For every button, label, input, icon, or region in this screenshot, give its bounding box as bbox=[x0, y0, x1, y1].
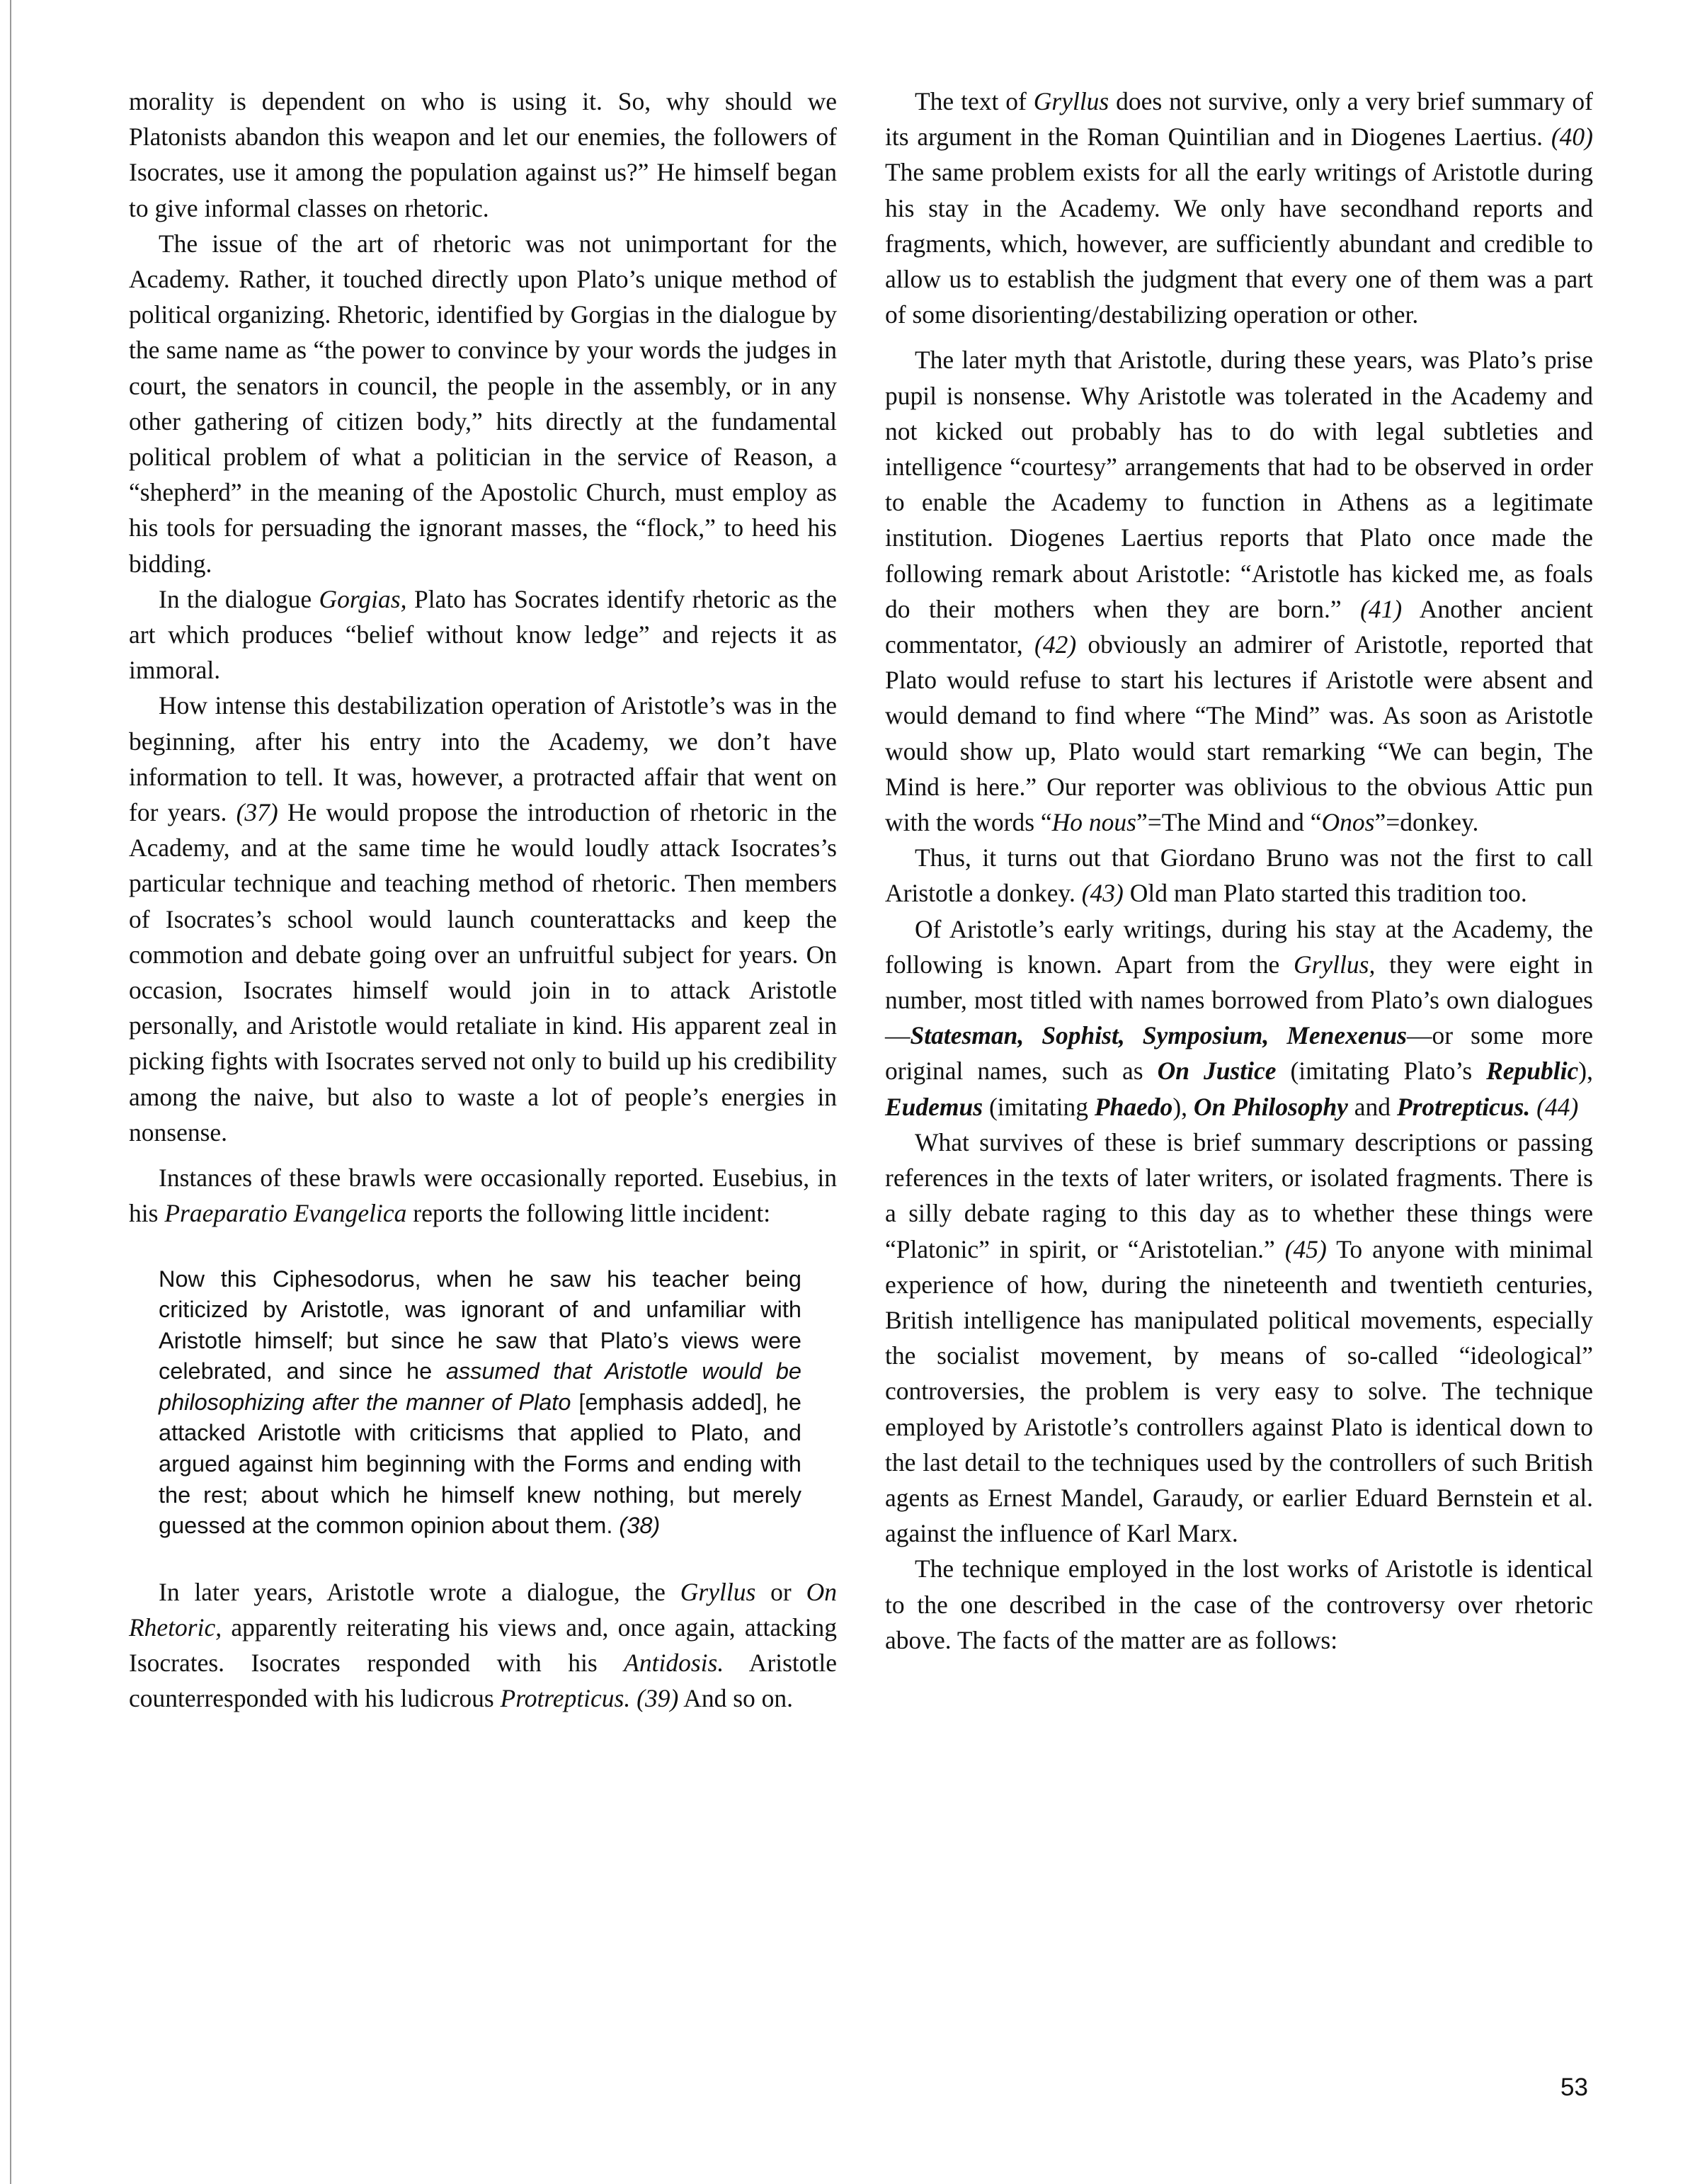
text-run: Protrepticus. bbox=[500, 1684, 631, 1713]
text-run: Ho nous bbox=[1051, 808, 1136, 837]
text-run: (40) bbox=[1551, 123, 1593, 152]
text-run: The later myth that Aristotle, during these years, was Plato’s prise pupil is nonsense. Why Aristotle was tolerated in the Academy and not kicked out probably has to do with legal subtleties and intelligence “courtesy” arrangements that had to be observed in order to enable the Academy to function in Athens as a legitimate institution. Diogenes Laertius reports that Plato once made the following remark about Aristotle: “Aristotle has kicked me, as foals do their mothers when they are born.” bbox=[885, 346, 1593, 623]
text-run: [emphasis added], he attacked Aristotle with criticisms that applied to Plato, and argued against him beginning with the Forms and ending with the rest; about which he himself knew nothing, but merely guessed at the common opinion about them. bbox=[159, 1389, 802, 1539]
text-run: Plato has Socrates identify rhetoric as the art which produces “belief without know ledge” and rejects it as immoral. bbox=[129, 584, 837, 685]
text-run: The issue of the art of rhetoric was not unimportant for the Academy. Rather, it touched directly upon Plato’s unique method of political organizing. Rhetoric, identified by Gorgias in the dialogue by the same name as “the power to convince by your words the judges in court, the senators in council, the people in the assembly, or in any other gathering of citizen body,” hits directly at the fundamental political problem of what a politician in the service of Reason, a “shepherd” in the meaning of the Apostolic Church, must employ as his tools for persuading the ignorant masses, the “flock,” to heed his bidding. bbox=[129, 229, 837, 578]
text-run: obviously an admirer of Aristotle, reported that Plato would refuse to start his lectures if Aristotle were absent and would demand to find where “The Mind” was. As soon as Aristotle would show up, Plato would start remarking “We can begin, The Mind is here.” Our reporter was oblivious to the obvious Attic pun with the words “ bbox=[885, 630, 1594, 837]
text-run: Gryllus, bbox=[1293, 950, 1376, 979]
page-number: 53 bbox=[1560, 2074, 1588, 2101]
text-run: does not survive, only a very brief summary of its argument in the Roman Quintilian and in Diogenes Laertius. bbox=[885, 87, 1593, 152]
text-run: Old man Plato started this tradition too. bbox=[1123, 879, 1527, 908]
text-run: (imitating Plato’s bbox=[1276, 1057, 1487, 1086]
text-run: Eudemus bbox=[885, 1092, 983, 1121]
right-paragraph-4 bbox=[885, 911, 1593, 1125]
page-edge-line bbox=[10, 0, 11, 2184]
right-paragraph-5 bbox=[885, 1125, 1593, 1551]
text-run: (38) bbox=[619, 1513, 661, 1539]
text-run: Gryllus bbox=[680, 1577, 756, 1606]
text-run: Antidosis. bbox=[624, 1649, 724, 1678]
text-run: reports the following little incident: bbox=[406, 1199, 771, 1228]
left-paragraph-2 bbox=[129, 226, 837, 581]
text-run: On Rhetoric, bbox=[129, 1577, 837, 1642]
text-run: (39) bbox=[637, 1684, 679, 1713]
text-run: or bbox=[755, 1577, 806, 1606]
text-run: Gorgias, bbox=[319, 584, 407, 613]
text-run: The technique employed in the lost works of Aristotle is identical to the one described in the case of the controversy over rhetoric above. The facts of the matter are as follows: bbox=[885, 1554, 1593, 1654]
text-run: On Justice bbox=[1157, 1057, 1277, 1086]
text-run: morality is dependent on who is using it. So, why should we Platonists abandon this weapon and let our enemies, the followers of Isocrates, use it among the population against us?” He himself began to give informal classes on rhetoric. bbox=[129, 87, 837, 222]
text-run: Onos bbox=[1321, 808, 1375, 837]
text-run: How intense this destabilization operation of Aristotle’s was in the beginning, after his entry into the Academy, we don’t have information to tell. It was, however, a protracted affair that went on for years. bbox=[129, 691, 837, 827]
left-paragraph-1 bbox=[129, 84, 837, 226]
right-paragraph-2 bbox=[885, 342, 1593, 840]
text-run: Praeparatio Evangelica bbox=[164, 1199, 407, 1228]
left-column bbox=[129, 84, 837, 1717]
text-run: Instances of these brawls were occasionally reported. Eusebius, in his bbox=[129, 1164, 837, 1228]
text-run: On Philosophy bbox=[1193, 1092, 1348, 1121]
text-run: Another ancient commentator, bbox=[885, 594, 1593, 659]
right-column bbox=[885, 84, 1593, 1658]
left-paragraph-5 bbox=[129, 1160, 837, 1231]
text-run: (37) bbox=[236, 798, 278, 827]
text-run: ), bbox=[1578, 1057, 1593, 1086]
text-run: (imitating bbox=[983, 1092, 1095, 1121]
text-run: ), bbox=[1172, 1092, 1194, 1121]
right-paragraph-6 bbox=[885, 1551, 1593, 1658]
right-paragraph-3 bbox=[885, 840, 1593, 911]
text-run: The same problem exists for all the early writings of Aristotle during his stay in the Academy. We only have secondhand reports and fragments, which, however, are sufficiently abundant and credible to allow us to establish the judgment that every one of them was a part of some disorienting/destabilizing operation or other. bbox=[885, 158, 1593, 329]
left-paragraph-3 bbox=[129, 581, 837, 688]
text-run: apparently reiterating his views and, once again, attacking Isocrates. Isocrates responded with his bbox=[129, 1613, 837, 1678]
text-run bbox=[1530, 1093, 1536, 1121]
left-paragraph-6 bbox=[129, 1574, 837, 1717]
text-run: ”=donkey. bbox=[1374, 808, 1479, 837]
text-run: (45) bbox=[1284, 1234, 1327, 1263]
text-run: Thus, it turns out that Giordano Bruno was not the first to call Aristotle a donkey. bbox=[885, 843, 1593, 908]
text-run: (43) bbox=[1081, 879, 1124, 908]
text-run: (42) bbox=[1034, 630, 1077, 659]
text-run bbox=[630, 1684, 637, 1712]
text-run: Aristotle counterresponded with his ludicrous bbox=[129, 1649, 837, 1713]
left-paragraph-4 bbox=[129, 688, 837, 1150]
text-run: (41) bbox=[1360, 594, 1403, 623]
text-run: Statesman, Sophist, Symposium, Menexenus bbox=[910, 1021, 1407, 1050]
block-quote bbox=[159, 1264, 801, 1542]
text-run: And so on. bbox=[678, 1684, 794, 1713]
text-run: To anyone with minimal experience of how, during the nineteenth and twentieth centuries, British intelligence has manipulated political movements, especially the socialist movement, by means of so-called “ideological” controversies, the problem is very easy to solve. The technique employed by Aristotle’s controllers against Plato is identical down to the last detail to the techniques used by the controllers of such British agents as Ernest Mandel, Garaudy, or earlier Eduard Bernstein et al. against the influence of Karl Marx. bbox=[885, 1234, 1593, 1548]
text-run: and bbox=[1347, 1092, 1397, 1121]
text-run: Gryllus bbox=[1033, 87, 1109, 115]
text-run: What survives of these is brief summary descriptions or passing references in the texts of later writers, or isolated fragments. There is a silly debate raging to this day as to whether these things were “Platonic” in spirit, or “Aristotelian.” bbox=[885, 1127, 1593, 1263]
text-run: —or some more original names, such as bbox=[885, 1021, 1593, 1086]
text-run: He would propose the introduction of rhetoric in the Academy, and at the same time he would loudly attack Isocrates’s particular technique and teaching method of rhetoric. Then members of Isocrates’s school would launch counterattacks and keep the commotion and debate going over an unfruitful subject for years. On occasion, Isocrates himself would join in to attack Aristotle personally, and Aristotle would retaliate in kind. His apparent zeal in picking fights with Isocrates served not only to build up his credibility among the naive, but also to waste a lot of people’s energies in nonsense. bbox=[129, 798, 838, 1147]
text-run: ”=The Mind and “ bbox=[1136, 808, 1322, 837]
text-run: Of Aristotle’s early writings, during his stay at the Academy, the following is known. Apart from the bbox=[885, 914, 1593, 979]
text-run: In the dialogue bbox=[159, 584, 319, 613]
text-run: In later years, Aristotle wrote a dialogue, the bbox=[159, 1577, 680, 1606]
text-run: assumed that Aristotle would be philosophizing after the manner of Plato bbox=[159, 1358, 801, 1415]
text-run: Phaedo bbox=[1094, 1092, 1173, 1121]
text-run: they were eight in number, most titled with names borrowed from Plato’s own dialogues— bbox=[885, 950, 1594, 1050]
text-run: (44) bbox=[1536, 1092, 1579, 1121]
text-run: Protrepticus. bbox=[1396, 1092, 1531, 1121]
right-paragraph-1 bbox=[885, 84, 1593, 332]
text-run: The text of bbox=[915, 87, 1034, 115]
text-run: Now this Ciphesodorus, when he saw his teacher being criticized by Aristotle, was ignorant of and unfamiliar with Aristotle himself; but since he saw that Plato’s views were celebrated, and since he bbox=[159, 1266, 801, 1384]
text-run: Republic bbox=[1486, 1057, 1579, 1086]
